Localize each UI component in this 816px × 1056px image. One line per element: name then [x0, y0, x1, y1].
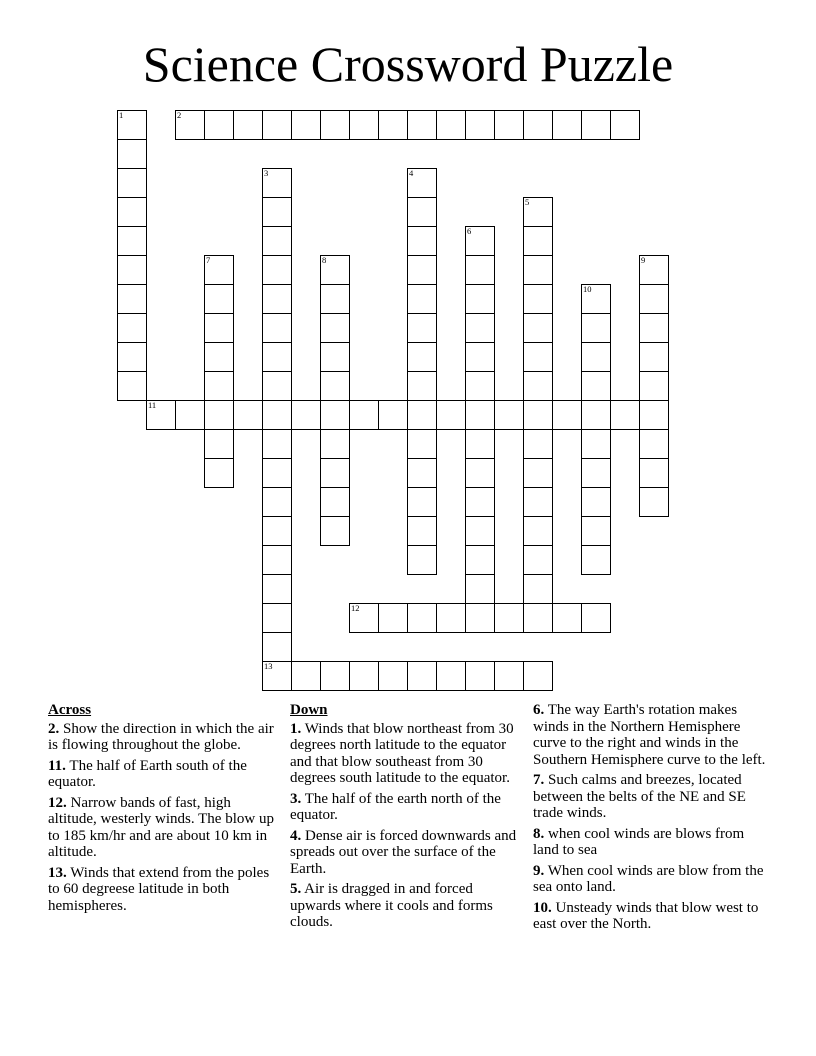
clue-text: The way Earth's rotation makes winds in the Northern Hemisphere curve to the right and winds in the Southern Hemisphere curve to the left. [533, 702, 766, 768]
clue-number: 4. [290, 827, 302, 844]
down-clue-list-continued [533, 702, 773, 933]
grid-cell[interactable] [146, 400, 176, 430]
clue-number: 13 [264, 661, 273, 671]
clue-text: Such calms and breezes, located between the belts of the NE and SE trade winds. [533, 772, 746, 821]
grid-cell[interactable] [407, 197, 437, 227]
grid-cell[interactable] [523, 371, 553, 401]
clue [48, 865, 276, 915]
clue-number: 9 [641, 255, 646, 265]
grid-cell[interactable] [465, 371, 495, 401]
grid-cell[interactable] [320, 516, 350, 546]
grid-cell[interactable] [117, 313, 147, 343]
grid-cell[interactable] [523, 516, 553, 546]
grid-cell[interactable] [262, 516, 292, 546]
grid-cell[interactable] [117, 342, 147, 372]
grid-cell[interactable] [465, 255, 495, 285]
across-clues [48, 702, 276, 918]
grid-cell[interactable] [523, 458, 553, 488]
grid-cell[interactable] [349, 603, 379, 633]
grid-cell[interactable] [407, 487, 437, 517]
grid-cell[interactable] [378, 400, 408, 430]
grid-cell[interactable] [436, 110, 466, 140]
grid-cell[interactable] [465, 545, 495, 575]
grid-cell[interactable] [262, 284, 292, 314]
grid-cell[interactable] [204, 313, 234, 343]
grid-cell[interactable] [494, 400, 524, 430]
clue-number: 11. [48, 757, 66, 774]
grid-cell[interactable] [523, 574, 553, 604]
clue-text: When cool winds are blow from the sea onto land. [533, 862, 764, 895]
grid-cell[interactable] [610, 400, 640, 430]
grid-cell[interactable] [117, 371, 147, 401]
grid-cell[interactable] [465, 661, 495, 691]
grid-cell[interactable] [581, 342, 611, 372]
grid-cell[interactable] [262, 226, 292, 256]
down-clues [290, 702, 524, 935]
grid-cell[interactable] [523, 342, 553, 372]
grid-cell[interactable] [262, 574, 292, 604]
clue [48, 795, 276, 861]
grid-cell[interactable] [320, 661, 350, 691]
grid-cell[interactable] [262, 429, 292, 459]
across-heading: Across [48, 702, 92, 718]
clue [290, 791, 524, 824]
grid-cell[interactable] [407, 371, 437, 401]
grid-cell[interactable] [320, 458, 350, 488]
grid-cell[interactable] [320, 255, 350, 285]
grid-cell[interactable] [581, 458, 611, 488]
grid-cell[interactable] [465, 400, 495, 430]
grid-cell[interactable] [494, 661, 524, 691]
clue-text: Show the direction in which the air is flowing throughout the globe. [48, 720, 274, 753]
grid-cell[interactable] [262, 632, 292, 662]
grid-cell[interactable] [523, 603, 553, 633]
grid-cell[interactable] [117, 139, 147, 169]
grid-cell[interactable] [204, 371, 234, 401]
grid-cell[interactable] [465, 429, 495, 459]
grid-cell[interactable] [581, 400, 611, 430]
grid-cell[interactable] [523, 226, 553, 256]
grid-cell[interactable] [465, 516, 495, 546]
grid-cell[interactable] [262, 603, 292, 633]
page-title: Science Crossword Puzzle [142, 36, 674, 92]
grid-cell[interactable] [523, 255, 553, 285]
clue-number: 3 [264, 168, 269, 178]
grid-cell[interactable] [378, 661, 408, 691]
grid-cell[interactable] [523, 661, 553, 691]
clue-number: 4 [409, 168, 414, 178]
grid-cell[interactable] [320, 371, 350, 401]
grid-cell[interactable] [349, 400, 379, 430]
grid-cell[interactable] [204, 429, 234, 459]
clue-number: 10. [533, 899, 552, 916]
grid-cell[interactable] [204, 284, 234, 314]
grid-cell[interactable] [349, 110, 379, 140]
grid-cell[interactable] [639, 487, 669, 517]
clue-number: 5. [290, 881, 302, 897]
across-clue-list [48, 721, 276, 915]
grid-cell[interactable] [581, 545, 611, 575]
grid-cell[interactable] [117, 255, 147, 285]
grid-cell[interactable] [581, 516, 611, 546]
grid-cell[interactable] [465, 487, 495, 517]
clue-number: 6. [533, 702, 545, 718]
clue-text: Dense air is forced downwards and spreads out over the surface of the Earth. [290, 827, 517, 877]
grid-cell[interactable] [320, 400, 350, 430]
grid-cell[interactable] [291, 400, 321, 430]
grid-cell[interactable] [407, 168, 437, 198]
grid-cell[interactable] [407, 429, 437, 459]
clue-number: 5 [525, 197, 530, 207]
clue [290, 881, 524, 931]
grid-cell[interactable] [407, 226, 437, 256]
grid-cell[interactable] [465, 226, 495, 256]
clue [290, 721, 524, 787]
grid-cell[interactable] [465, 284, 495, 314]
grid-cell[interactable] [639, 255, 669, 285]
clue-number: 13. [48, 864, 67, 881]
grid-cell[interactable] [262, 342, 292, 372]
grid-cell[interactable] [407, 603, 437, 633]
grid-cell[interactable] [639, 313, 669, 343]
grid-cell[interactable] [262, 487, 292, 517]
clue-number: 12. [48, 794, 67, 811]
clue [533, 826, 773, 859]
grid-cell[interactable] [581, 284, 611, 314]
grid-cell[interactable] [407, 255, 437, 285]
grid-cell[interactable] [349, 661, 379, 691]
clue-number: 11 [148, 400, 157, 410]
grid-cell[interactable] [639, 371, 669, 401]
grid-cell[interactable] [262, 400, 292, 430]
grid-cell[interactable] [523, 487, 553, 517]
clue-text: Winds that extend from the poles to 60 degreese latitude in both hemispheres. [48, 864, 270, 914]
grid-cell[interactable] [204, 342, 234, 372]
grid-cell[interactable] [117, 197, 147, 227]
grid-cell[interactable] [494, 110, 524, 140]
grid-cell[interactable] [407, 545, 437, 575]
grid-cell[interactable] [320, 429, 350, 459]
grid-cell[interactable] [523, 429, 553, 459]
grid-cell[interactable] [262, 313, 292, 343]
grid-cell[interactable] [320, 342, 350, 372]
grid-cell[interactable] [639, 284, 669, 314]
grid-cell[interactable] [291, 661, 321, 691]
grid-cell[interactable] [523, 197, 553, 227]
grid-cell[interactable] [320, 487, 350, 517]
grid-cell[interactable] [320, 110, 350, 140]
grid-cell[interactable] [639, 429, 669, 459]
clue [533, 900, 773, 933]
clue-text: Unsteady winds that blow west to east over the North. [533, 899, 759, 932]
clue-number: 1. [290, 720, 302, 737]
grid-cell[interactable] [639, 342, 669, 372]
clue-number: 10 [583, 284, 592, 294]
grid-cell[interactable] [465, 342, 495, 372]
grid-cell[interactable] [610, 110, 640, 140]
grid-cell[interactable] [436, 603, 466, 633]
clue-number: 9. [533, 862, 545, 879]
clue-number: 8. [533, 825, 545, 842]
grid-cell[interactable] [465, 603, 495, 633]
grid-cell[interactable] [407, 661, 437, 691]
grid-cell[interactable] [262, 110, 292, 140]
grid-cell[interactable] [262, 255, 292, 285]
grid-cell[interactable] [204, 458, 234, 488]
grid-cell[interactable] [262, 197, 292, 227]
grid-cell[interactable] [320, 284, 350, 314]
grid-cell[interactable] [552, 603, 582, 633]
clue-number: 12 [351, 603, 360, 613]
grid-cell[interactable] [407, 110, 437, 140]
clue [533, 863, 773, 896]
down-clue-list [290, 721, 524, 931]
grid-cell[interactable] [465, 110, 495, 140]
grid-cell[interactable] [436, 400, 466, 430]
down-heading: Down [290, 702, 328, 718]
grid-cell[interactable] [291, 110, 321, 140]
grid-cell[interactable] [552, 400, 582, 430]
grid-cell[interactable] [378, 110, 408, 140]
grid-cell[interactable] [117, 168, 147, 198]
grid-cell[interactable] [262, 458, 292, 488]
grid-cell[interactable] [407, 313, 437, 343]
grid-cell[interactable] [523, 284, 553, 314]
clue-number: 2 [177, 110, 182, 120]
grid-cell[interactable] [523, 545, 553, 575]
grid-cell[interactable] [494, 603, 524, 633]
grid-cell[interactable] [581, 371, 611, 401]
clue [533, 702, 773, 768]
grid-cell[interactable] [523, 400, 553, 430]
clue [533, 772, 773, 822]
clue-text: Winds that blow northeast from 30 degrees north latitude to the equator and that blow southeast from 30 degrees south latitude to the equator. [290, 720, 514, 786]
grid-cell[interactable] [117, 284, 147, 314]
clue-number: 2. [48, 720, 60, 737]
grid-cell[interactable] [407, 284, 437, 314]
clue-number: 7 [206, 255, 211, 265]
clue-text: when cool winds are blows from land to sea [533, 825, 745, 858]
grid-cell[interactable] [233, 400, 263, 430]
clue-number: 3. [290, 790, 302, 807]
grid-cell[interactable] [262, 661, 292, 691]
grid-cell[interactable] [407, 516, 437, 546]
grid-cell[interactable] [581, 603, 611, 633]
grid-cell[interactable] [117, 110, 147, 140]
grid-cell[interactable] [523, 313, 553, 343]
grid-cell[interactable] [581, 429, 611, 459]
clue-number: 7. [533, 772, 545, 788]
grid-cell[interactable] [262, 545, 292, 575]
down-clues-continued [533, 702, 773, 937]
clue-text: The half of Earth south of the equator. [48, 757, 247, 790]
grid-cell[interactable] [639, 458, 669, 488]
grid-cell[interactable] [117, 226, 147, 256]
clue-text: The half of the earth north of the equator. [290, 790, 501, 823]
grid-cell[interactable] [465, 574, 495, 604]
grid-cell[interactable] [639, 400, 669, 430]
grid-cell[interactable] [262, 371, 292, 401]
grid-cell[interactable] [581, 487, 611, 517]
clue-text: Narrow bands of fast, high altitude, westerly winds. The blow up to 185 km/hr and are about 10 km in altitude. [48, 794, 274, 860]
grid-cell[interactable] [581, 110, 611, 140]
clue [290, 828, 524, 878]
grid-cell[interactable] [175, 110, 205, 140]
grid-cell[interactable] [552, 110, 582, 140]
grid-cell[interactable] [320, 313, 350, 343]
clue [48, 758, 276, 791]
clue-number: 6 [467, 226, 472, 236]
grid-cell[interactable] [581, 313, 611, 343]
grid-cell[interactable] [436, 661, 466, 691]
grid-cell[interactable] [262, 168, 292, 198]
grid-cell[interactable] [204, 110, 234, 140]
grid-cell[interactable] [378, 603, 408, 633]
clue [48, 721, 276, 754]
grid-cell[interactable] [204, 400, 234, 430]
clue-text: Air is dragged in and forced upwards where it cools and forms clouds. [290, 881, 493, 930]
grid-cell[interactable] [407, 400, 437, 430]
grid-cell[interactable] [233, 110, 263, 140]
grid-cell[interactable] [523, 110, 553, 140]
grid-cell[interactable] [175, 400, 205, 430]
grid-cell[interactable] [407, 342, 437, 372]
grid-cell[interactable] [465, 458, 495, 488]
clue-number: 1 [119, 110, 124, 120]
grid-cell[interactable] [407, 458, 437, 488]
grid-cell[interactable] [465, 313, 495, 343]
clue-number: 8 [322, 255, 327, 265]
grid-cell[interactable] [204, 255, 234, 285]
